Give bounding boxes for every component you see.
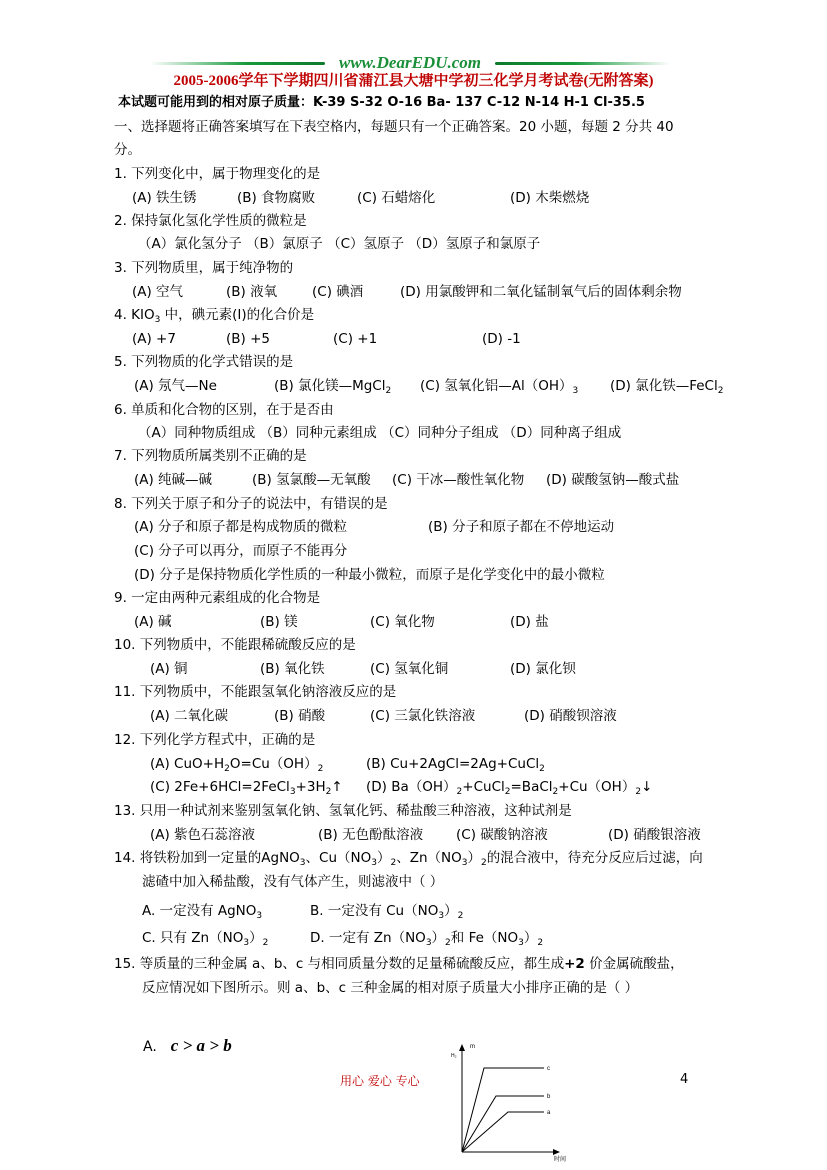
- banner-decoration-right: [495, 62, 670, 65]
- option: (B) 无色酚酞溶液: [318, 827, 424, 843]
- option: (A) 铜: [150, 661, 188, 677]
- option: (C) 氢氧化铜: [370, 661, 449, 677]
- option: (A) 分子和原子都是构成物质的微粒: [134, 519, 348, 535]
- question-stem: 4. $KIO_3$ 中，碘元素(I)的化合价是: [114, 307, 315, 325]
- curve-label: c: [547, 1066, 550, 1072]
- answer-option-a: [143, 1036, 232, 1056]
- option: （A）同种物质组成 （B）同种元素组成 （C）同种分子组成 （D）同种离子组成: [138, 425, 622, 441]
- question-stem: 6. 单质和化合物的区别，在于是否由: [114, 402, 334, 418]
- option: (B) 氧化铁: [260, 661, 325, 677]
- option: (B) Cu+2AgCl=2Ag+CuCl$_2$: [366, 756, 545, 774]
- option: (A) 氖气—Ne: [134, 378, 217, 394]
- question-stem: 1. 下列变化中，属于物理变化的是: [114, 166, 321, 182]
- option: (D) 木柴燃烧: [510, 190, 590, 206]
- question-stem: 11. 下列物质中，不能跟氢氧化钠溶液反应的是: [114, 684, 397, 700]
- question-stem: 7. 下列物质所属类别不正确的是: [114, 448, 307, 464]
- option: (B) 镁: [260, 614, 298, 630]
- question-stem: 5. 下列物质的化学式错误的是: [114, 354, 294, 370]
- option: (B) 分子和原子都在不停地运动: [428, 519, 615, 535]
- question-stem: 3. 下列物质里，属于纯净物的: [114, 260, 294, 276]
- question-stem: 8. 下列关于原子和分子的说法中，有错误的是: [114, 496, 388, 512]
- option: (D) 硝酸银溶液: [608, 827, 701, 843]
- section-instructions-cont: 分。: [114, 142, 141, 158]
- answer-expression: c > a > b: [170, 1036, 232, 1055]
- question-stem-cont: 反应情况如下图所示。则 a、b、c 三种金属的相对原子质量大小排序正确的是（ ）: [142, 980, 639, 996]
- footer-motto: 用心 爱心 专心: [340, 1074, 420, 1088]
- question-stem: 2. 保持氯化氢化学性质的微粒是: [114, 213, 307, 229]
- option: (D) 用氯酸钾和二氧化锰制氧气后的固体剩余物: [400, 284, 682, 300]
- option: D. 一定有 $Zn(NO_3)_2$和 $Fe(NO_3)_2$: [310, 930, 544, 948]
- option: B. 一定没有 $Cu(NO_3)_2$: [310, 903, 464, 921]
- option: (D) 分子是保持物质化学性质的一种最小微粒，而原子是化学变化中的最小微粒: [134, 567, 605, 583]
- option: (A) 二氧化碳: [150, 708, 229, 724]
- option: (B) 氯化镁—MgCl$_2$: [274, 378, 392, 396]
- option: (C) $2Fe+6HCl=2FeCl_3+3H_2↑$: [150, 779, 343, 797]
- option: (D) 碳酸氢钠—酸式盐: [546, 472, 680, 488]
- question-stem: 9. 一定由两种元素组成的化合物是: [114, 590, 321, 606]
- option: (A) 纯碱—碱: [134, 472, 213, 488]
- question-stem: 15. 等质量的三种金属 a、b、c 与相同质量分数的足量稀硫酸反应，都生成+2 价金属硫酸盐，: [114, 956, 684, 972]
- option: (D) 氯化钡: [510, 661, 576, 677]
- y-axis-label: m: [470, 1044, 475, 1050]
- option: (D) -1: [482, 331, 521, 347]
- option: (B) +5: [226, 331, 270, 347]
- option: C. 只有 $Zn(NO_3)_2$: [142, 930, 269, 948]
- question-stem-cont: 滤碴中加入稀盐酸，没有气体产生，则滤液中（ ）: [142, 874, 444, 890]
- option: (B) 硝酸: [274, 708, 326, 724]
- option: (C) 碘酒: [312, 284, 364, 300]
- y-axis-sublabel: H₂: [451, 1053, 457, 1059]
- curve-c: [462, 1068, 544, 1152]
- option: A. 一定没有 AgNO$_3$: [142, 903, 263, 921]
- x-axis-arrow-icon: [553, 1149, 560, 1155]
- option: (A) $CuO+H_2O=Cu(OH)_2$: [150, 756, 324, 774]
- option: (C) 三氯化铁溶液: [370, 708, 476, 724]
- question-stem: 12. 下列化学方程式中，正确的是: [114, 732, 316, 748]
- banner-decoration-left: [150, 62, 325, 65]
- x-axis-label: 时间: [554, 1156, 567, 1162]
- option: (D) 氯化铁—FeCl$_2$: [610, 378, 724, 396]
- option: (C) 氧化物: [370, 614, 435, 630]
- document-title: 2005-2006学年下学期四川省蒲江县大塘中学初三化学月考试卷(无附答案): [173, 73, 654, 89]
- option: （A）氯化氢分子 （B）氯原子 （C）氢原子 （D）氢原子和氯原子: [138, 236, 541, 252]
- question-stem: 13. 只用一种试剂来鉴别氢氧化钠、氢氧化钙、稀盐酸三种溶液，这种试剂是: [114, 803, 572, 819]
- section-instructions: 一、选择题将正确答案填写在下表空格内，每题只有一个正确答案。20 小题，每题 2 分共 40: [114, 119, 674, 135]
- reaction-graph: [448, 1040, 578, 1162]
- site-logo: www.DearEDU.com: [333, 53, 487, 73]
- curve-label: a: [547, 1110, 551, 1116]
- atomic-masses: 本试题可能用到的相对原子质量：K-39 S-32 O-16 Ba- 137 C-12 N-14 H-1 Cl-35.5: [118, 95, 645, 110]
- question-stem: 10. 下列物质中，不能跟稀硫酸反应的是: [114, 637, 356, 653]
- answer-label: A.: [143, 1039, 157, 1055]
- option: (B) 氢氯酸—无氧酸: [252, 472, 371, 488]
- option: (A) +7: [132, 331, 176, 347]
- option: (C) 氢氧化铝$—Al(OH)_3$: [420, 378, 579, 396]
- option: (C) 石蜡熔化: [357, 190, 436, 206]
- option: (A) 空气: [132, 284, 184, 300]
- curve-label: b: [547, 1094, 551, 1100]
- question-stem: 14. 将铁粉加到一定量的AgNO$_3$、$Cu(NO_3)_2$、$Zn(NO_3)_2$的混合液中，待充分反应后过滤，向: [114, 850, 703, 868]
- option: (C) 碳酸钠溶液: [456, 827, 548, 843]
- option: (D) 硝酸钡溶液: [524, 708, 617, 724]
- option: (C) 分子可以再分，而原子不能再分: [134, 543, 348, 559]
- option: (B) 液氧: [226, 284, 278, 300]
- option: (D) 盐: [510, 614, 549, 630]
- option: (A) 紫色石蕊溶液: [150, 827, 256, 843]
- option: (C) +1: [333, 331, 378, 347]
- option: (B) 食物腐败: [237, 190, 316, 206]
- option: (C) 干冰—酸性氧化物: [392, 472, 525, 488]
- page-number: 4: [680, 1072, 689, 1087]
- option: (A) 铁生锈: [132, 190, 197, 206]
- option: (D) $Ba(OH)_2+CuCl_2=BaCl_2+Cu(OH)_2↓$: [366, 779, 653, 797]
- option: (A) 碱: [134, 614, 172, 630]
- y-axis-arrow-icon: [459, 1044, 465, 1051]
